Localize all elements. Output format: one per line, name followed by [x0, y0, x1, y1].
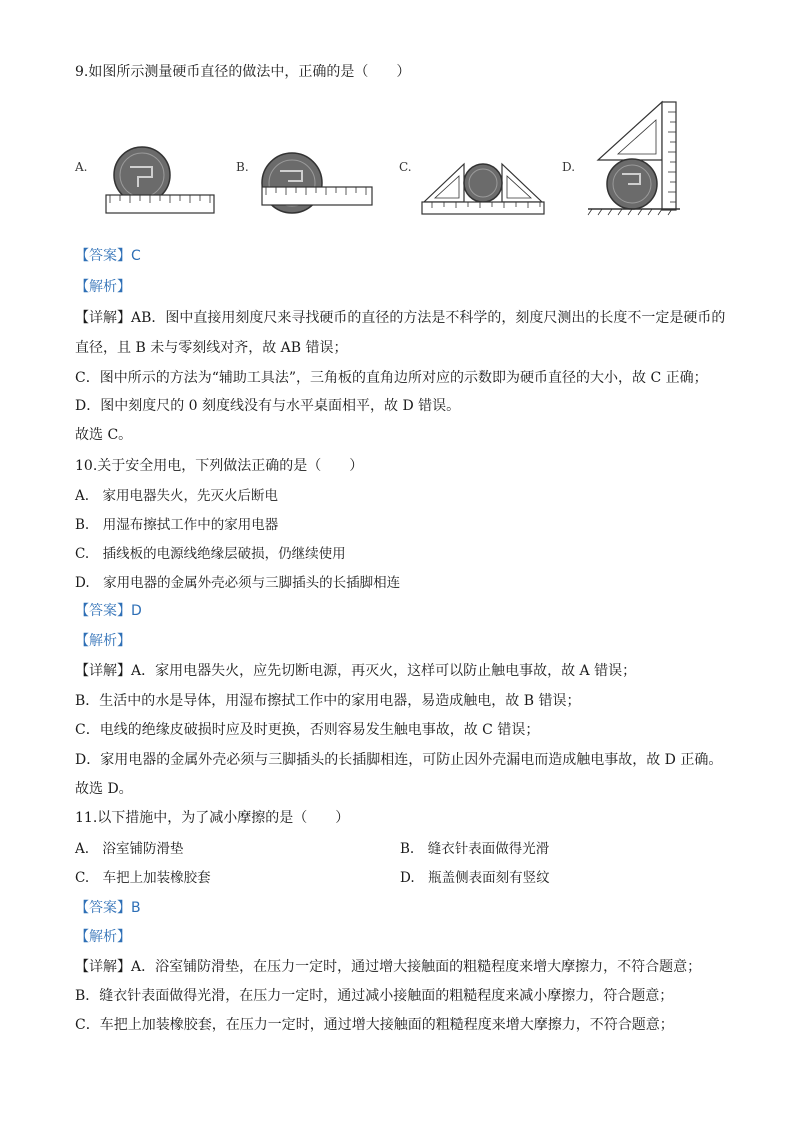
- answer-tag: 【答案】: [75, 248, 131, 264]
- q9-fig-label-d: D.: [562, 160, 576, 174]
- q9-detail-1: 【详解】AB．图中直接用刻度尺来寻找硬币的直径的方法是不科学的，刻度尺测出的长度不一定是硬币的: [75, 310, 726, 326]
- q11-detail-1: 【详解】A．浴室铺防滑垫，在压力一定时，通过增大接触面的粗糙程度来增大摩擦力，不符合题意；: [75, 959, 702, 975]
- q10-conclusion: 故选 D。: [75, 781, 133, 797]
- q9-answer-row: [75, 246, 141, 266]
- q9-detail-3: D．图中刻度尺的 0 刻度线没有与水平桌面相平，故 D 错误。: [75, 398, 461, 414]
- q9-fig-label-a: A.: [75, 160, 88, 174]
- answer-value: B: [131, 900, 141, 916]
- q10-option-a: A. 家用电器失火，先灭火后断电: [75, 488, 279, 504]
- q11-option-d: D. 瓶盖侧表面刻有竖纹: [400, 870, 550, 886]
- q10-analysis-tag: 【解析】: [75, 633, 131, 649]
- q11-detail-3: C．车把上加装橡胶套，在压力一定时，通过增大接触面的粗糙程度来增大摩擦力，不符合题意；: [75, 1017, 674, 1033]
- answer-value: C: [131, 248, 141, 264]
- q9-fig-label-b: B.: [236, 160, 249, 174]
- q9-conclusion: 故选 C。: [75, 427, 133, 443]
- q9-fig-label-c: C.: [399, 160, 412, 174]
- q10-option-d: D. 家用电器的金属外壳必须与三脚插头的长插脚相连: [75, 575, 401, 591]
- q10-answer-row: [75, 601, 142, 621]
- answer-tag: 【答案】: [75, 900, 131, 916]
- answer-value: D: [131, 603, 142, 619]
- figure-a-coin-ruler: [100, 145, 220, 220]
- q10-detail-2: B．生活中的水是导体，用湿布擦拭工作中的家用电器，易造成触电，故 B 错误；: [75, 693, 581, 709]
- figure-d-coin-vertical-ruler: [584, 98, 684, 218]
- q9-detail-2: C．图中所示的方法为“辅助工具法”，三角板的直角边所对应的示数即为硬币直径的大小，故 C 正确；: [75, 370, 708, 386]
- q10-option-b: B. 用湿布擦拭工作中的家用电器: [75, 517, 279, 533]
- q9-analysis-tag: 【解析】: [75, 279, 131, 295]
- q11-detail-2: B．缝衣针表面做得光滑，在压力一定时，通过减小接触面的粗糙程度来减小摩擦力，符合题意；: [75, 988, 674, 1004]
- answer-tag: 【答案】: [75, 603, 131, 619]
- q11-option-b: B. 缝衣针表面做得光滑: [400, 841, 550, 857]
- q11-option-a: A. 浴室铺防滑垫: [75, 841, 184, 857]
- q10-detail-3: C．电线的绝缘皮破损时应及时更换，否则容易发生触电事故，故 C 错误；: [75, 722, 540, 738]
- figure-c-triangles-coin: [418, 150, 548, 220]
- q9-detail-1b: 直径，且 B 未与零刻线对齐，故 AB 错误；: [75, 340, 348, 356]
- q10-detail-4: D．家用电器的金属外壳必须与三脚插头的长插脚相连，可防止因外壳漏电而造成触电事故，故 D 正确。: [75, 752, 723, 768]
- q11-stem: 11.以下措施中，为了减小摩擦的是（ ）: [75, 810, 350, 826]
- q11-analysis-tag: 【解析】: [75, 929, 131, 945]
- q10-stem: 10.关于安全用电，下列做法正确的是（ ）: [75, 458, 364, 474]
- q10-detail-1: 【详解】A．家用电器失火，应先切断电源，再灭火，这样可以防止触电事故，故 A 错误；: [75, 663, 637, 679]
- figure-b-coin-ruler: [258, 145, 378, 220]
- q11-option-c: C. 车把上加装橡胶套: [75, 870, 211, 886]
- q10-option-c: C. 插线板的电源线绝缘层破损，仍继续使用: [75, 546, 346, 562]
- q9-stem: 9.如图所示测量硬币直径的做法中，正确的是（ ）: [75, 64, 411, 80]
- q11-answer-row: [75, 898, 141, 918]
